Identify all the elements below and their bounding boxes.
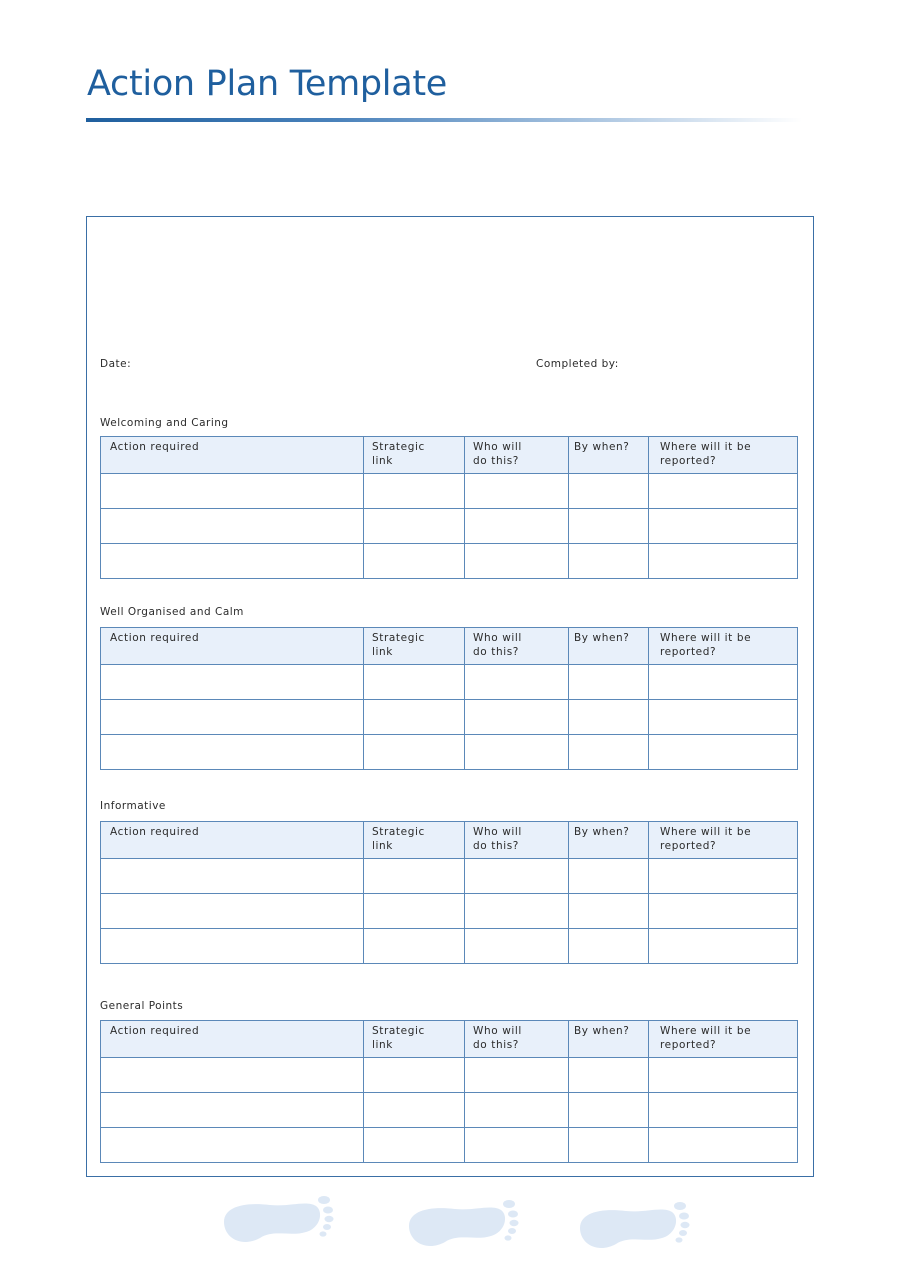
title-underline bbox=[86, 118, 802, 122]
section-title: General Points bbox=[100, 1000, 184, 1012]
table-cell[interactable] bbox=[101, 894, 364, 929]
table-cell[interactable] bbox=[569, 1128, 649, 1163]
table-cell[interactable] bbox=[465, 1093, 569, 1128]
table-cell[interactable] bbox=[465, 894, 569, 929]
table-cell[interactable] bbox=[649, 894, 798, 929]
table-cell[interactable] bbox=[465, 474, 569, 509]
table-row bbox=[101, 735, 798, 770]
table-cell[interactable] bbox=[569, 894, 649, 929]
completed-by-label: Completed by: bbox=[536, 358, 619, 370]
column-header-strategic-link: Strategic link bbox=[364, 1021, 465, 1058]
table-cell[interactable] bbox=[364, 544, 465, 579]
table-row bbox=[101, 859, 798, 894]
column-header-strategic-link: Strategic link bbox=[364, 437, 465, 474]
table-cell[interactable] bbox=[465, 665, 569, 700]
table-cell[interactable] bbox=[364, 859, 465, 894]
table-cell[interactable] bbox=[649, 665, 798, 700]
table-cell[interactable] bbox=[364, 700, 465, 735]
footprint-icon bbox=[580, 1202, 690, 1248]
table-header-row bbox=[101, 437, 798, 474]
table-cell[interactable] bbox=[569, 1093, 649, 1128]
table-cell[interactable] bbox=[569, 929, 649, 964]
section-title: Welcoming and Caring bbox=[100, 417, 229, 429]
column-header-who: Who will do this? bbox=[465, 628, 569, 665]
table-row bbox=[101, 509, 798, 544]
table-cell[interactable] bbox=[649, 929, 798, 964]
table-row bbox=[101, 1128, 798, 1163]
column-header-action: Action required bbox=[101, 437, 364, 474]
action-table bbox=[100, 1020, 798, 1163]
footprint-icon bbox=[224, 1196, 334, 1242]
table-row bbox=[101, 894, 798, 929]
table-cell[interactable] bbox=[649, 474, 798, 509]
column-header-reported: Where will it be reported? bbox=[649, 822, 798, 859]
column-header-reported: Where will it be reported? bbox=[649, 437, 798, 474]
table-cell[interactable] bbox=[649, 735, 798, 770]
table-header-row bbox=[101, 1021, 798, 1058]
table-cell[interactable] bbox=[465, 1128, 569, 1163]
column-header-reported: Where will it be reported? bbox=[649, 628, 798, 665]
table-row bbox=[101, 544, 798, 579]
date-label: Date: bbox=[100, 358, 132, 370]
table-cell[interactable] bbox=[101, 1093, 364, 1128]
table-row bbox=[101, 665, 798, 700]
table-row bbox=[101, 700, 798, 735]
column-header-who: Who will do this? bbox=[465, 1021, 569, 1058]
table-cell[interactable] bbox=[101, 859, 364, 894]
table-cell[interactable] bbox=[465, 1058, 569, 1093]
table-cell[interactable] bbox=[364, 474, 465, 509]
table-cell[interactable] bbox=[465, 735, 569, 770]
table-cell[interactable] bbox=[101, 509, 364, 544]
table-cell[interactable] bbox=[649, 1058, 798, 1093]
table-header-row bbox=[101, 822, 798, 859]
table-cell[interactable] bbox=[364, 894, 465, 929]
table-cell[interactable] bbox=[649, 1093, 798, 1128]
action-table bbox=[100, 821, 798, 964]
table-cell[interactable] bbox=[649, 859, 798, 894]
table-cell[interactable] bbox=[465, 509, 569, 544]
table-cell[interactable] bbox=[364, 1058, 465, 1093]
table-cell[interactable] bbox=[364, 1093, 465, 1128]
table-cell[interactable] bbox=[569, 509, 649, 544]
action-table bbox=[100, 627, 798, 770]
table-cell[interactable] bbox=[569, 544, 649, 579]
table-cell[interactable] bbox=[569, 665, 649, 700]
column-header-action: Action required bbox=[101, 628, 364, 665]
column-header-by-when: By when? bbox=[569, 822, 649, 859]
table-cell[interactable] bbox=[364, 665, 465, 700]
table-cell[interactable] bbox=[649, 509, 798, 544]
footprints-decoration bbox=[0, 1188, 900, 1258]
table-cell[interactable] bbox=[649, 544, 798, 579]
column-header-action: Action required bbox=[101, 1021, 364, 1058]
table-cell[interactable] bbox=[101, 665, 364, 700]
table-cell[interactable] bbox=[569, 700, 649, 735]
table-cell[interactable] bbox=[569, 735, 649, 770]
column-header-by-when: By when? bbox=[569, 628, 649, 665]
table-cell[interactable] bbox=[465, 929, 569, 964]
column-header-by-when: By when? bbox=[569, 437, 649, 474]
table-row bbox=[101, 474, 798, 509]
table-cell[interactable] bbox=[569, 1058, 649, 1093]
page-title: Action Plan Template bbox=[87, 64, 448, 104]
table-row bbox=[101, 1058, 798, 1093]
action-table bbox=[100, 436, 798, 579]
table-row bbox=[101, 929, 798, 964]
section-title: Well Organised and Calm bbox=[100, 606, 244, 618]
column-header-who: Who will do this? bbox=[465, 437, 569, 474]
table-header-row bbox=[101, 628, 798, 665]
footprint-icon bbox=[409, 1200, 519, 1246]
section-title: Informative bbox=[100, 800, 166, 812]
table-cell[interactable] bbox=[101, 544, 364, 579]
column-header-action: Action required bbox=[101, 822, 364, 859]
table-row bbox=[101, 1093, 798, 1128]
column-header-strategic-link: Strategic link bbox=[364, 822, 465, 859]
table-cell[interactable] bbox=[465, 700, 569, 735]
table-cell[interactable] bbox=[569, 474, 649, 509]
table-cell[interactable] bbox=[101, 1128, 364, 1163]
table-cell[interactable] bbox=[649, 1128, 798, 1163]
table-cell[interactable] bbox=[101, 700, 364, 735]
table-cell[interactable] bbox=[465, 544, 569, 579]
table-cell[interactable] bbox=[364, 509, 465, 544]
column-header-strategic-link: Strategic link bbox=[364, 628, 465, 665]
table-cell[interactable] bbox=[101, 1058, 364, 1093]
table-cell[interactable] bbox=[465, 859, 569, 894]
column-header-reported: Where will it be reported? bbox=[649, 1021, 798, 1058]
table-cell[interactable] bbox=[649, 700, 798, 735]
table-cell[interactable] bbox=[101, 929, 364, 964]
table-cell[interactable] bbox=[101, 474, 364, 509]
table-cell[interactable] bbox=[364, 1128, 465, 1163]
table-cell[interactable] bbox=[364, 735, 465, 770]
column-header-by-when: By when? bbox=[569, 1021, 649, 1058]
column-header-who: Who will do this? bbox=[465, 822, 569, 859]
table-cell[interactable] bbox=[364, 929, 465, 964]
table-cell[interactable] bbox=[101, 735, 364, 770]
table-cell[interactable] bbox=[569, 859, 649, 894]
